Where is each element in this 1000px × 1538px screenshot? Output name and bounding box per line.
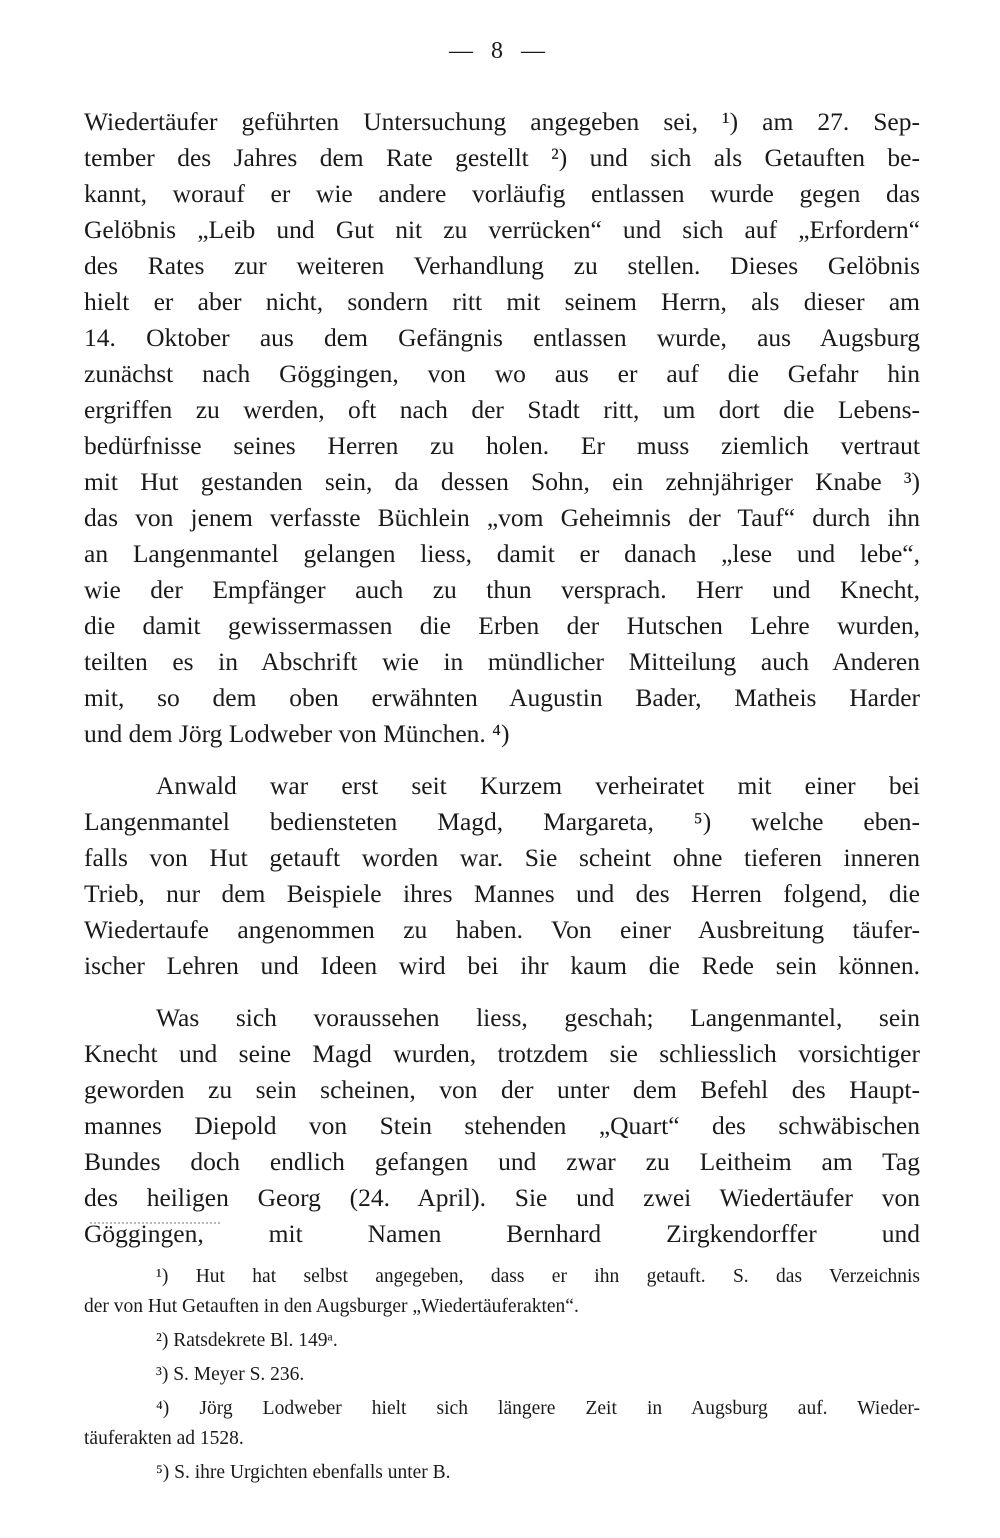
text-line: ergriffen zu werden, oft nach der Stadt ritt, um dort die Lebens-	[84, 395, 920, 424]
footnote-2: ²) Ratsdekrete Bl. 149ᵃ.	[156, 1330, 338, 1351]
footnotes	[84, 1262, 920, 1488]
text-line: Gelöbnis „Leib und Gut nit zu verrücken“ und sich auf „Erfordern“	[84, 215, 920, 244]
text-line: ischer Lehren und Ideen wird bei ihr kaum die Rede sein können.	[84, 951, 920, 980]
text-line: mannes Diepold von Stein stehenden „Quart“ des schwäbischen	[84, 1111, 920, 1140]
text-line: geworden zu sein scheinen, von der unter dem Befehl des Haupt-	[84, 1075, 920, 1104]
text-line: Wiedertaufe angenommen zu haben. Von einer Ausbreitung täufer-	[84, 915, 920, 944]
footnote-4-cont: täuferakten ad 1528.	[84, 1428, 244, 1449]
page-number: — 8 —	[449, 38, 551, 64]
text-line: teilten es in Abschrift wie in mündlicher Mitteilung auch Anderen	[84, 647, 920, 676]
text-line: das von jenem verfasste Büchlein „vom Geheimnis der Tauf“ durch ihn	[84, 503, 920, 532]
footnote-4: ⁴) Jörg Lodweber hielt sich längere Zeit in Augsburg auf. Wieder-	[156, 1398, 920, 1419]
text-line: Göggingen, mit Namen Bernhard Zirgkendorffer und	[84, 1219, 920, 1248]
text-line: die damit gewissermassen die Erben der Hutschen Lehre wurden,	[84, 611, 920, 640]
text-line: Wiedertäufer geführten Untersuchung angegeben sei, ¹) am 27. Sep-	[84, 107, 920, 136]
text-line: des Rates zur weiteren Verhandlung zu stellen. Dieses Gelöbnis	[84, 251, 920, 280]
text-line: Trieb, nur dem Beispiele ihres Mannes und des Herren folgend, die	[84, 879, 920, 908]
text-line: des heiligen Georg (24. April). Sie und zwei Wiedertäufer von	[84, 1183, 920, 1212]
text-line: hielt er aber nicht, sondern ritt mit seinem Herrn, als dieser am	[84, 287, 920, 316]
text-line: tember des Jahres dem Rate gestellt ²) und sich als Getauften be-	[84, 143, 920, 172]
text-line: wie der Empfänger auch zu thun versprach. Herr und Knecht,	[84, 575, 920, 604]
footnote-1: ¹) Hut hat selbst angegeben, dass er ihn getauft. S. das Verzeichnis	[156, 1266, 920, 1287]
text-line: und dem Jörg Lodweber von München. ⁴)	[84, 719, 510, 748]
paragraph-start: Anwald war erst seit Kurzem verheiratet mit einer bei	[156, 771, 920, 800]
text-line: 14. Oktober aus dem Gefängnis entlassen wurde, aus Augsburg	[84, 323, 920, 352]
text-line: kannt, worauf er wie andere vorläufig entlassen wurde gegen das	[84, 179, 920, 208]
text-line: mit, so dem oben erwähnten Augustin Bader, Matheis Harder	[84, 683, 920, 712]
text-line: bedürfnisse seines Herren zu holen. Er muss ziemlich vertraut	[84, 431, 920, 460]
text-line: Knecht und seine Magd wurden, trotzdem sie schliesslich vorsichtiger	[84, 1039, 920, 1068]
footnote-5: ⁵) S. ihre Urgichten ebenfalls unter B.	[156, 1462, 451, 1483]
text-line: Bundes doch endlich gefangen und zwar zu Leitheim am Tag	[84, 1147, 920, 1176]
text-line: an Langenmantel gelangen liess, damit er danach „lese und lebe“,	[84, 539, 920, 568]
text-line: mit Hut gestanden sein, da dessen Sohn, ein zehnjähriger Knabe ³)	[84, 467, 920, 496]
body-text	[84, 104, 920, 1252]
text-line: falls von Hut getauft worden war. Sie scheint ohne tieferen inneren	[84, 843, 920, 872]
footnote-1-cont: der von Hut Getauften in den Augsburger „Wiedertäuferakten“.	[84, 1296, 579, 1317]
footnote-divider	[90, 1222, 220, 1224]
text-line: zunächst nach Göggingen, von wo aus er auf die Gefahr hin	[84, 359, 920, 388]
footnote-3: ³) S. Meyer S. 236.	[156, 1364, 305, 1385]
text-line: Langenmantel bediensteten Magd, Margareta, ⁵) welche eben-	[84, 807, 920, 836]
paragraph-start: Was sich voraussehen liess, geschah; Langenmantel, sein	[156, 1003, 920, 1032]
